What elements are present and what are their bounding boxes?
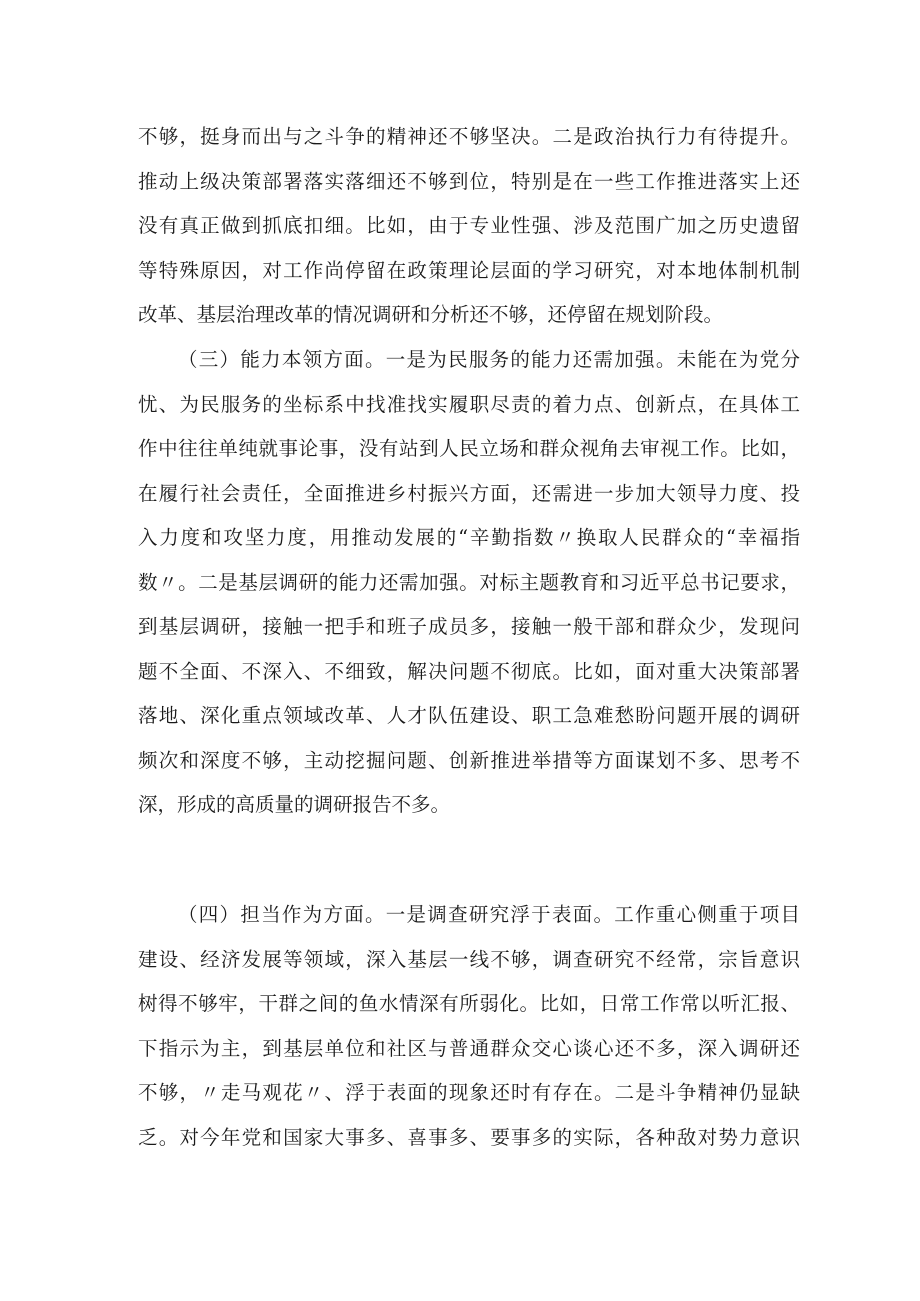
- text-line: （三）能力本领方面。一是为民服务的能力还需加强。未能在为党分: [178, 348, 800, 371]
- text-line: 乏。对今年党和国家大事多、喜事多、要事多的实际，各种敌对势力意识: [138, 1125, 800, 1149]
- text-line: 建设、经济发展等领域，深入基层一线不够，调查研究不经常，宗旨意识: [138, 947, 800, 971]
- text-line: 忧、为民服务的坐标系中找准找实履职尽责的着力点、创新点，在具体工: [138, 392, 800, 416]
- text-line: 作中往往单纯就事论事，没有站到人民立场和群众视角去审视工作。比如，: [138, 437, 800, 460]
- text-line: 下指示为主，到基层单位和社区与普通群众交心谈心还不多，深入调研还: [138, 1036, 800, 1060]
- text-line: 在履行社会责任，全面推进乡村振兴方面，还需进一步加大领导力度、投: [138, 481, 800, 505]
- text-line: 不够，〃走马观花〃、浮于表面的现象还时有存在。二是斗争精神仍显缺: [138, 1081, 800, 1104]
- text-line: 等特殊原因，对工作尚停留在政策理论层面的学习研究，对本地体制机制: [138, 258, 800, 282]
- text-line: 频次和深度不够，主动挖掘问题、创新推进举措等方面谋划不多、思考不: [138, 748, 800, 772]
- text-line: 没有真正做到抓底扣细。比如，由于专业性强、涉及范围广加之历史遗留: [138, 214, 800, 237]
- paragraph-2: [138, 338, 800, 828]
- text-line: 推动上级决策部署落实落细还不够到位，特别是在一些工作推进落实上还: [138, 169, 800, 193]
- text-line: 深，形成的高质量的调研报告不多。: [138, 793, 451, 816]
- paragraph-1: [138, 115, 800, 338]
- text-line: 数〃。二是基层调研的能力还需加强。对标主题教育和习近平总书记要求，: [138, 570, 800, 594]
- paragraph-3: [138, 893, 800, 1160]
- text-line: 到基层调研，接触一把手和班子成员多，接触一般干部和群众少，发现问: [138, 615, 800, 638]
- text-line: 改革、基层治理改革的情况调研和分析还不够，还停留在规划阶段。: [138, 303, 724, 326]
- text-line: 入力度和攻坚力度，用推动发展的“辛勤指数〃换取人民群众的“幸福指: [138, 526, 800, 549]
- text-line: 树得不够牢，干群之间的鱼水情深有所弱化。比如，日常工作常以听汇报、: [138, 992, 800, 1015]
- text-line: （四）担当作为方面。一是调查研究浮于表面。工作重心侧重于项目: [178, 903, 800, 926]
- text-line: 题不全面、不深入、不细致，解决问题不彻底。比如，面对重大决策部署: [138, 659, 800, 683]
- text-line: 不够，挺身而出与之斗争的精神还不够坚决。二是政治执行力有待提升。: [138, 125, 800, 148]
- text-line: 落地、深化重点领域改革、人才队伍建设、职工急难愁盼问题开展的调研: [138, 704, 800, 727]
